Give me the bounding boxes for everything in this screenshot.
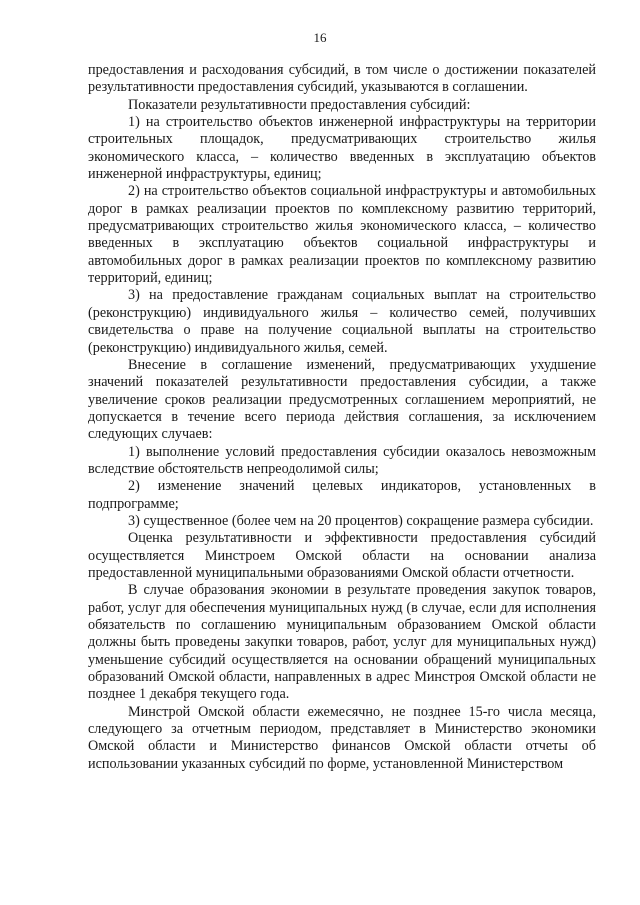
page-number: 16	[313, 30, 327, 45]
paragraph-amendments: Внесение в соглашение изменений, предусматривающих ухудшение значений показателей результативности предоставления субсидии, а также увеличение сроков реализации предусмотренных соглашением мероприятий, не допускается в течение всего периода действия соглашения, за исключением следующих случаев:	[88, 356, 596, 443]
document-body	[88, 62, 596, 773]
paragraph-indicators-heading: Показатели результативности предоставления субсидий:	[128, 96, 471, 113]
paragraph-indicator-3: 3) на предоставление гражданам социальных выплат на строительство (реконструкцию) индивидуального жилья – количество семей, получивших свидетельства о праве на получение социальной выплаты на строительство (реконструкцию) индивидуального жилья, семей.	[88, 287, 596, 356]
paragraph-evaluation: Оценка результативности и эффективности предоставления субсидий осуществляется Минстроем Омской области на основании анализа предоставленной муниципальными образованиями Омской области отчетности.	[88, 530, 596, 581]
paragraph-exception-3: 3) существенное (более чем на 20 процентов) сокращение размера субсидии.	[128, 512, 594, 529]
paragraph-savings: В случае образования экономии в результате проведения закупок товаров, работ, услуг для обеспечения муниципальных нужд (в случае, если для исполнения обязательств по соглашению муниципальным образованием Омской области должны быть проведены закупки товаров, работ, услуг для муниципальных нужд) уменьшение субсидий осуществляется на основании обращений муниципальных образований Омской области, направленных в адрес Минстроя Омской области не позднее 1 декабря текущего года.	[88, 582, 596, 703]
paragraph-continuation: предоставления и расходования субсидий, в том числе о достижении показателей результативности предоставления субсидий, указываются в соглашении.	[88, 62, 596, 96]
paragraph-exception-1: 1) выполнение условий предоставления субсидии оказалось невозможным вследствие обстоятельств непреодолимой силы;	[88, 443, 596, 477]
paragraph-indicator-1: 1) на строительство объектов инженерной инфраструктуры на территории строительных площадок, предусматривающих строительство жилья экономического класса, – количество введенных в эксплуатацию объектов инженерной инфраструктуры, единиц;	[88, 114, 596, 183]
paragraph-reporting: Минстрой Омской области ежемесячно, не позднее 15-го числа месяца, следующего за отчетным периодом, представляет в Министерство экономики Омской области и Министерство финансов Омской области отчеты об использовании указанных субсидий по форме, установленной Министерством	[88, 703, 596, 772]
paragraph-exception-2: 2) изменение значений целевых индикаторов, установленных в подпрограмме;	[88, 478, 596, 512]
paragraph-indicator-2: 2) на строительство объектов социальной инфраструктуры и автомобильных дорог в рамках реализации проектов по комплексному развитию территорий, предусматривающих строительство жилья экономического класса, – количество введенных в эксплуатацию объектов социальной инфраструктуры и автомобильных дорог в рамках реализации проектов по комплексному развитию территорий, единиц;	[88, 183, 596, 287]
